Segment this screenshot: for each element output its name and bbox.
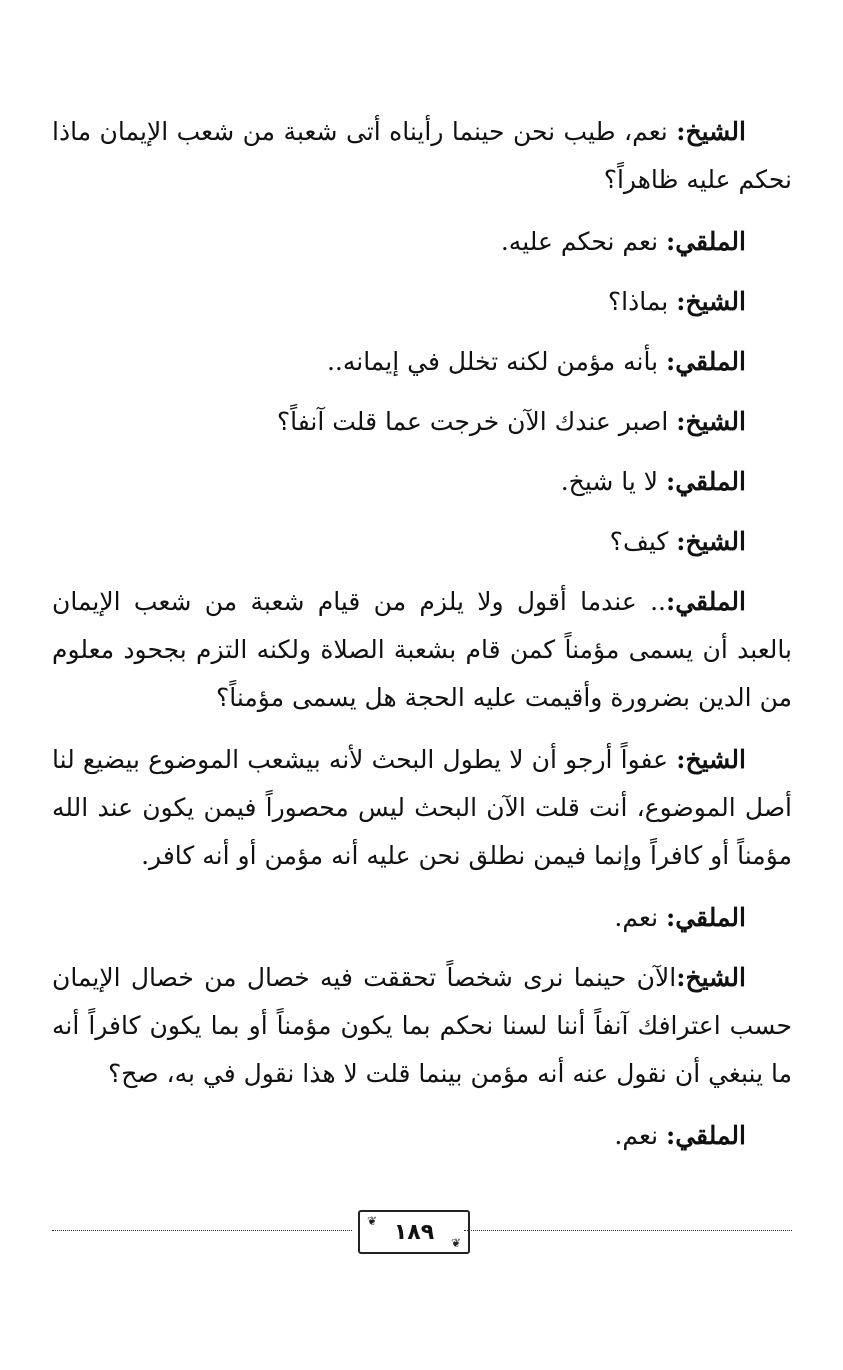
page-number: ١٨٩: [393, 1219, 435, 1245]
speaker-label: الشيخ:: [676, 117, 746, 146]
paragraph-text: نعم نحكم عليه.: [500, 227, 666, 256]
paragraph-text: الآن حينما نرى شخصاً تحققت فيه خصال من خصال الإيمان حسب اعترافك آنفاً أننا لسنا نحكم بما يكون مؤمناً أو بما يكون كافراً أنه ما ينبغي أن نقول عنه أنه مؤمن بينما قلت لا هذا نقول في به، صح؟: [52, 963, 792, 1088]
document-body: [52, 108, 792, 1172]
paragraph-text: نعم، طيب نحن حينما رأيناه أتى شعبة من شعب الإيمان ماذا نحكم عليه ظاهراً؟: [52, 117, 792, 194]
speaker-label: الملقي:: [665, 227, 746, 256]
paragraph-text: لا يا شيخ.: [560, 467, 666, 496]
paragraph: [52, 458, 792, 506]
paragraph: [52, 578, 792, 722]
paragraph-text: بماذا؟: [607, 287, 677, 316]
speaker-label: الشيخ:: [676, 407, 746, 436]
paragraph-text: .. عندما أقول ولا يلزم من قيام شعبة من شعب الإيمان بالعبد أن يسمى مؤمناً كمن قام بشعبة الصلاة ولكنه التزم بجحود معلوم من الدين بضرورة وأقيمت عليه الحجة هل يسمى مؤمناً؟: [52, 587, 792, 712]
paragraph: [52, 218, 792, 266]
paragraph: [52, 278, 792, 326]
speaker-label: الملقي:: [665, 1121, 746, 1150]
paragraph: [52, 954, 792, 1098]
paragraph-text: بأنه مؤمن لكنه تخلل في إيمانه..: [326, 347, 666, 376]
ornament-icon: ❦: [450, 1236, 462, 1250]
paragraph: [52, 894, 792, 942]
speaker-label: الشيخ:: [676, 527, 746, 556]
paragraph: [52, 518, 792, 566]
paragraph-text: نعم.: [614, 903, 666, 932]
speaker-label: الشيخ:: [676, 963, 746, 992]
speaker-label: الملقي:: [665, 903, 746, 932]
paragraph-text: اصبر عندك الآن خرجت عما قلت آنفاً؟: [276, 407, 677, 436]
paragraph-text: كيف؟: [609, 527, 677, 556]
paragraph-text: نعم.: [614, 1121, 666, 1150]
paragraph: [52, 1112, 792, 1160]
speaker-label: الملقي:: [665, 467, 746, 496]
page-footer: [52, 1210, 792, 1254]
footer-divider-left: [52, 1230, 352, 1231]
paragraph: [52, 108, 792, 204]
paragraph: [52, 736, 792, 880]
speaker-label: الملقي:: [665, 347, 746, 376]
paragraph: [52, 338, 792, 386]
paragraph-text: عفواً أرجو أن لا يطول البحث لأنه بيشعب الموضوع بيضيع لنا أصل الموضوع، أنت قلت الآن البحث ليس محصوراً فيمن يكون عند الله مؤمناً أو كافراً وإنما فيمن نطلق نحن عليه أنه مؤمن أو أنه كافر.: [52, 745, 792, 870]
footer-divider-right: [464, 1230, 792, 1231]
speaker-label: الشيخ:: [676, 745, 746, 774]
speaker-label: الشيخ:: [676, 287, 746, 316]
page-number-frame: [358, 1210, 470, 1254]
paragraph: [52, 398, 792, 446]
speaker-label: الملقي:: [665, 587, 746, 616]
ornament-icon: ❦: [366, 1214, 378, 1228]
